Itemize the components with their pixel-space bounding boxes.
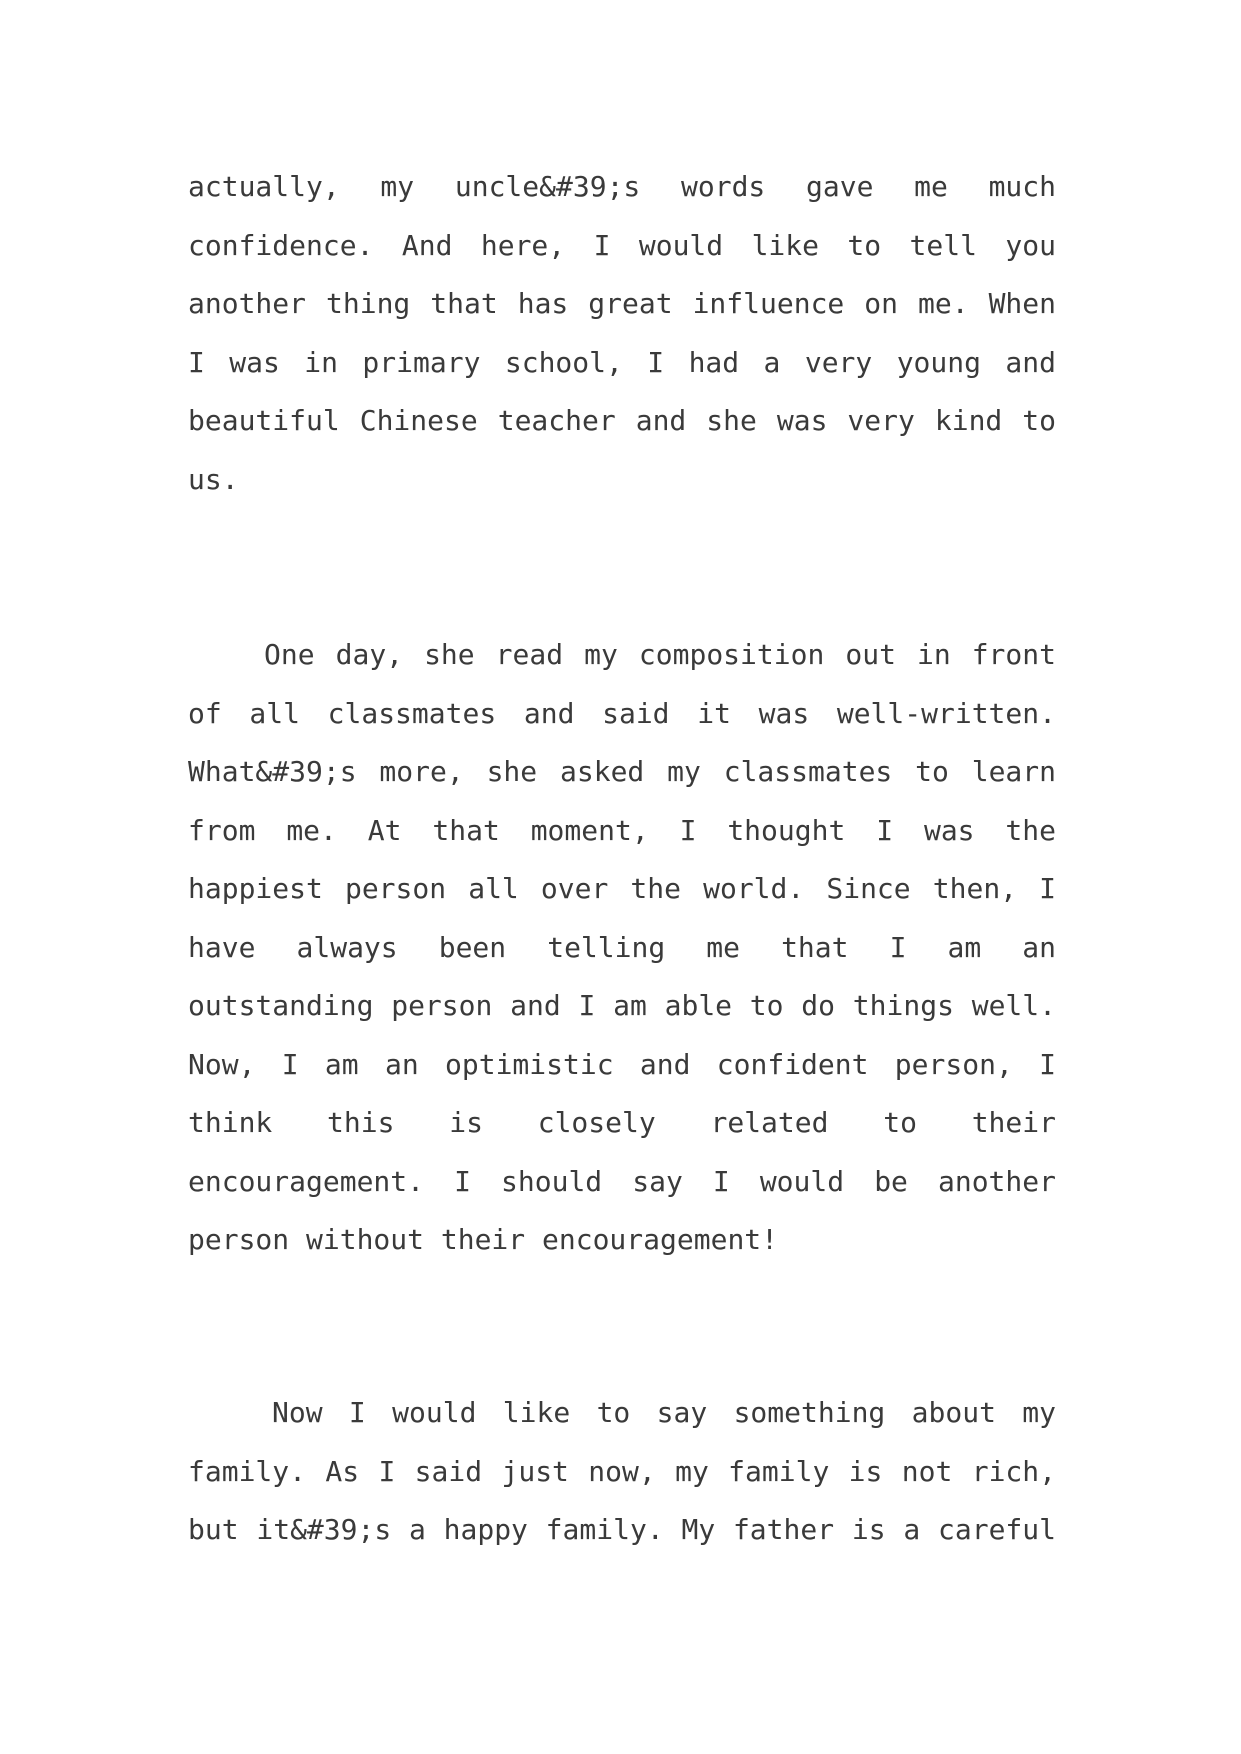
text-line: One day, she read my composition out in front bbox=[264, 638, 1056, 671]
paragraph-2 bbox=[188, 626, 1056, 1270]
paragraph-3 bbox=[188, 1384, 1056, 1560]
text-line: confidence. And here, I would like to tell you bbox=[188, 228, 1056, 262]
text-line: actually, my uncle&#39;s words gave me much bbox=[188, 170, 1056, 203]
text-line: Now, I am an optimistic and confident person, I bbox=[188, 1047, 1056, 1081]
text-line: think this is closely related to their bbox=[188, 1106, 1056, 1139]
text-line: happiest person all over the world. Since then, I bbox=[188, 872, 1056, 905]
text-line: What&#39;s more, she asked my classmates to learn bbox=[188, 755, 1056, 788]
text-line: Now I would like to say something about my bbox=[272, 1396, 1056, 1429]
text-line: I was in primary school, I had a very young and bbox=[188, 345, 1056, 379]
text-line: outstanding person and I am able to do things well. bbox=[188, 989, 1056, 1022]
text-line: of all classmates and said it was well-written. bbox=[188, 696, 1056, 730]
text-line: from me. At that moment, I thought I was the bbox=[188, 813, 1056, 847]
text-line: family. As I said just now, my family is not rich, bbox=[188, 1454, 1056, 1488]
text-line: another thing that has great influence on me. When bbox=[188, 287, 1056, 320]
text-line: us. bbox=[188, 462, 239, 496]
text-line: but it&#39;s a happy family. My father is a careful bbox=[188, 1513, 1056, 1546]
text-line: person without their encouragement! bbox=[188, 1223, 779, 1256]
text-line: have always been telling me that I am an bbox=[188, 930, 1056, 964]
paragraph-1 bbox=[188, 158, 1056, 509]
text-line: encouragement. I should say I would be another bbox=[188, 1164, 1056, 1198]
text-line: beautiful Chinese teacher and she was very kind to bbox=[188, 404, 1056, 437]
